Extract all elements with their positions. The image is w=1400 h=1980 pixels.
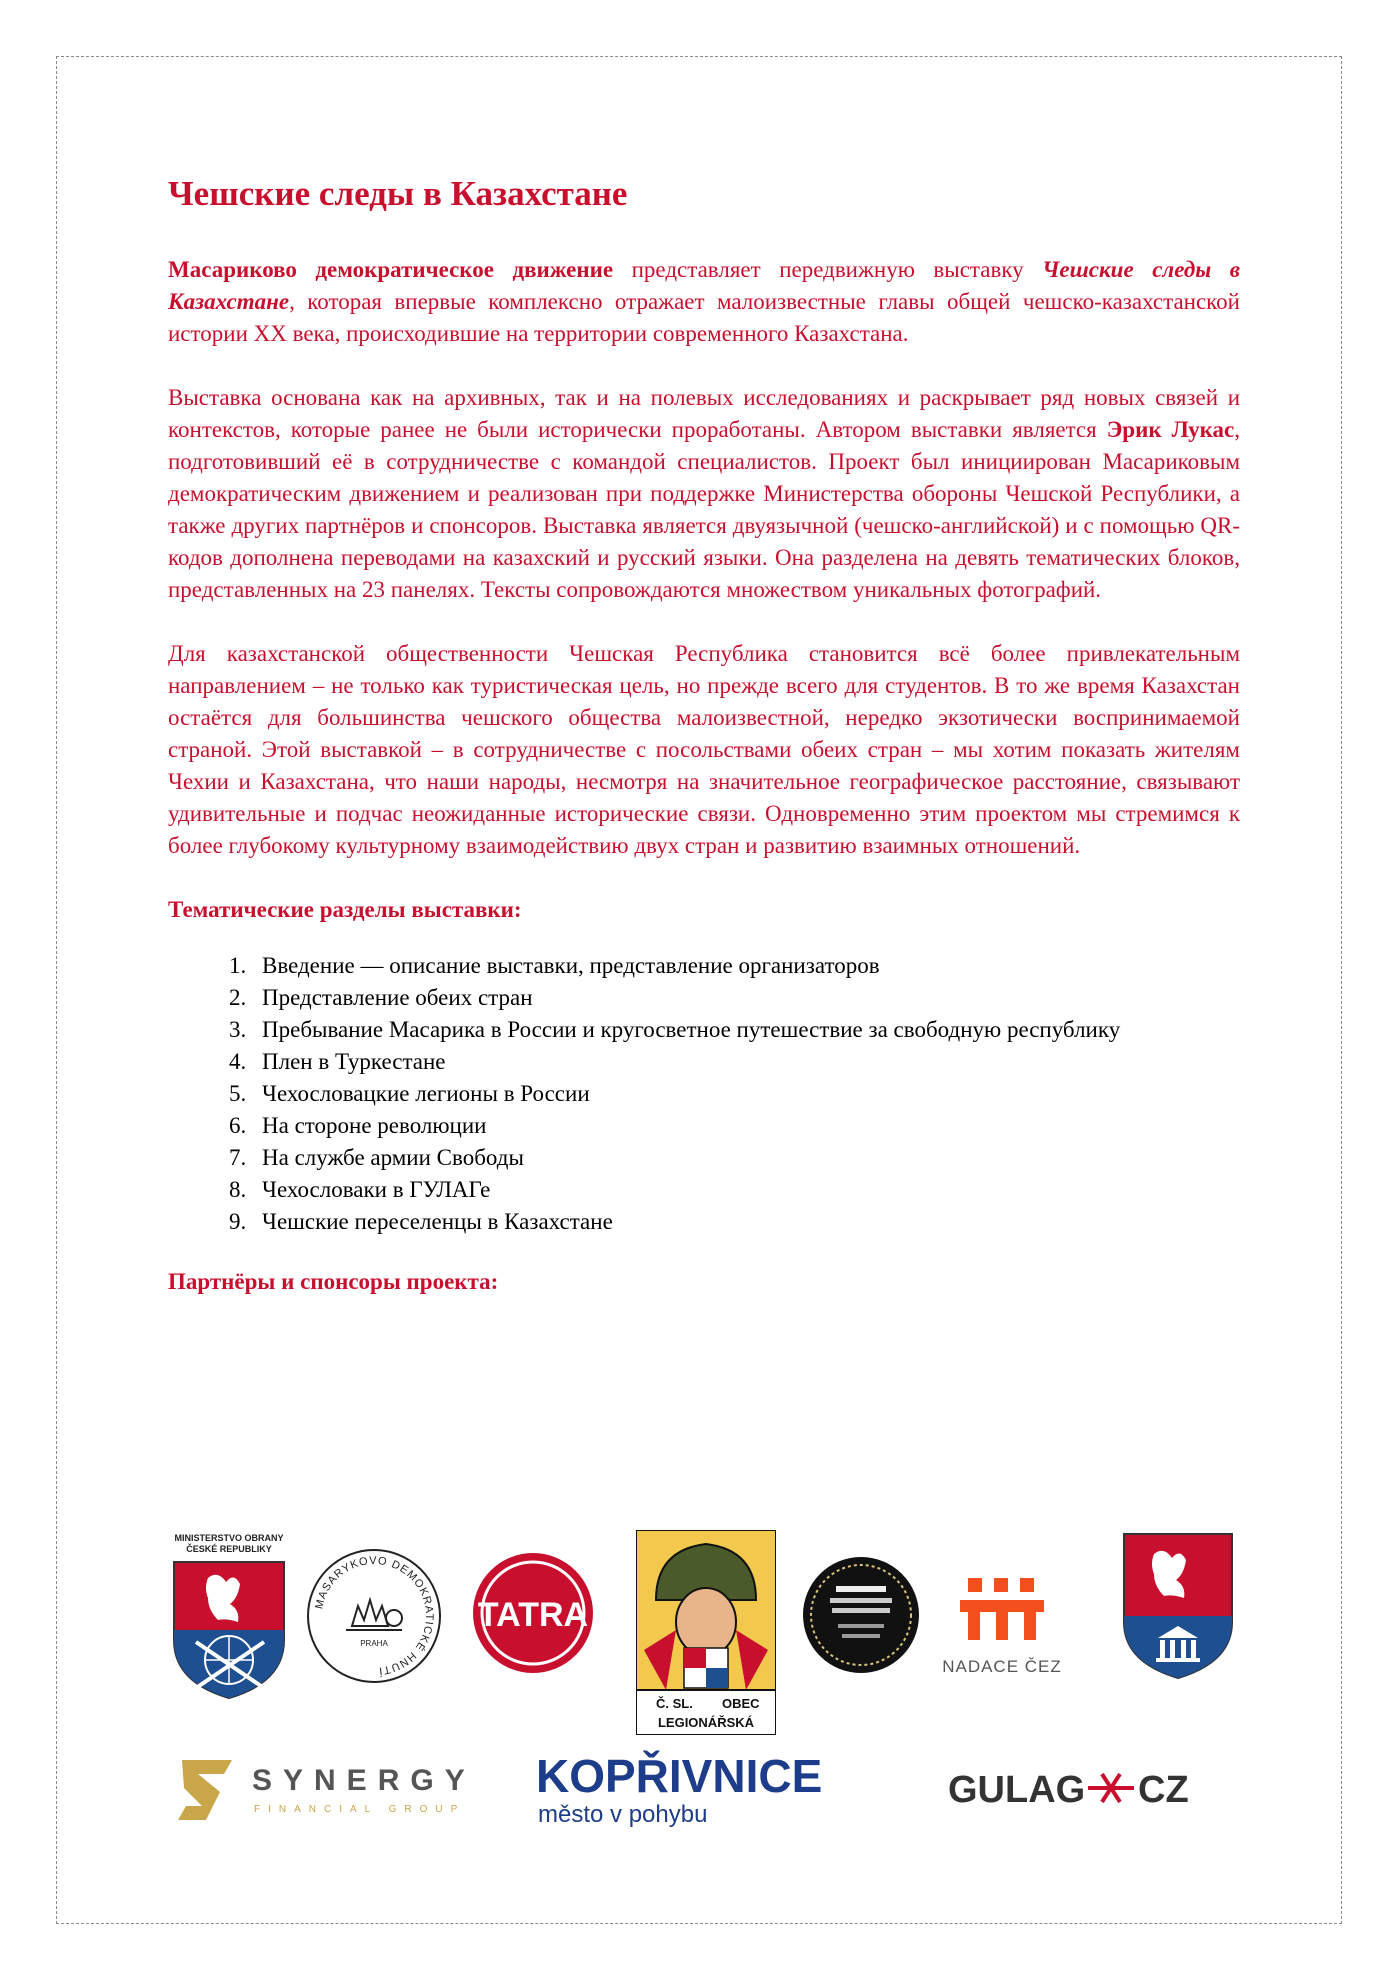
tatra-logo-text: TATRA	[477, 1596, 589, 1634]
themes-heading: Тематические разделы выставки:	[168, 897, 522, 922]
partner-logos-row-1	[168, 1530, 1248, 1735]
legion-logo-line-3: LEGIONÁŘSKÁ	[657, 1715, 755, 1730]
goals-paragraph: Для казахстанской общественности Чешская Республика становится всё более привлекательным направлением – не только как туристическая цель, но прежде всего для студентов. В то же время Казахстан остаётся для большинства чешского общества малоизвестной, нередко экзотически воспринимаемой страной. Этой выставкой – в сотрудничестве с посольствами обеих стран – мы хотим показать жителям Чехии и Казахстана, что наши народы, несмотря на значительное географическое расстояние, связывают удивительные и подчас неожиданные исторические связи. Одновременно этим проектом мы стремимся к более глубокому культурному взаимодействию двух стран и развитию взаимных отношений.	[168, 641, 1240, 858]
legion-logo-line-1: Č. SL.	[656, 1696, 693, 1711]
list-item: 5. Чехословацкие легионы в России	[252, 1078, 1240, 1110]
description-text-2: , подготовивший её в сотрудничестве с командой специалистов. Проект был инициирован Масариковым демократическим движением и реализован при поддержке Министерства обороны Чешской Республики, а также других партнёров и спонсоров. Выставка является двуязычной (чешско-английской) и с помощью QR-кодов дополнена переводами на казахский и русский языки. Она разделена на девять тематических блоков, представленных на 23 панелях. Тексты сопровождаются множеством уникальных фотографий.	[168, 417, 1240, 602]
description-paragraph	[168, 382, 1240, 606]
synergy-logo-sub: FINANCIAL GROUP	[254, 1804, 466, 1815]
exhibit-name: Чешские следы в Казахстане	[168, 257, 1241, 314]
cez-logo-text: NADACE ČEZ	[942, 1657, 1062, 1676]
author-name: Эрик Лукас	[1106, 417, 1235, 442]
ministry-logo-line-2: ČESKÉ REPUBLIKY	[186, 1544, 272, 1554]
list-item: 3. Пребывание Масарика в России и кругосветное путешествие за свободную республику	[252, 1014, 1240, 1046]
list-item: 4. Плен в Туркестане	[252, 1046, 1240, 1078]
koprivnice-city-logo	[536, 1748, 876, 1830]
gulag-cz-logo	[948, 1758, 1248, 1818]
gulag-logo-right: CZ	[1138, 1769, 1189, 1811]
list-item: 6. На стороне революции	[252, 1110, 1240, 1142]
list-item: 9. Чешские переселенцы в Казахстане	[252, 1206, 1240, 1238]
intro-text-2: , которая впервые комплексно отражает малоизвестные главы общей чешско-казахстанской истории XX века, происходившие на территории современного Казахстана.	[168, 289, 1240, 346]
list-item: 7. На службе армии Свободы	[252, 1142, 1240, 1174]
ministry-of-defence-logo	[168, 1530, 290, 1700]
list-item: 2. Представление обеих стран	[252, 982, 1240, 1014]
document-body	[168, 172, 1240, 1322]
synergy-logo-name: SYNERGY	[252, 1764, 476, 1797]
tatra-logo	[472, 1552, 594, 1674]
koprivnice-logo-name: KOPŘIVNICE	[536, 1750, 823, 1802]
synergy-logo	[176, 1748, 496, 1828]
partners-heading: Партнёры и спонсоры проекта:	[168, 1269, 499, 1294]
intro-text-1: представляет передвижную выставку	[613, 257, 1043, 282]
partner-logos-row-2	[168, 1748, 1248, 1830]
round-seal-logo	[802, 1556, 920, 1674]
org-name: Масариково демократическое движение	[168, 257, 614, 282]
list-item: 8. Чехословаки в ГУЛАГе	[252, 1174, 1240, 1206]
intro-paragraph	[168, 254, 1240, 350]
gulag-logo-left: GULAG	[948, 1769, 1086, 1811]
koprivnice-coat-of-arms	[1120, 1530, 1236, 1680]
masaryk-city-text: PRAHA	[360, 1639, 388, 1648]
ministry-logo-line-1: MINISTERSTVO OBRANY	[174, 1533, 284, 1543]
nadace-cez-logo	[942, 1574, 1062, 1684]
masaryk-ring-text: MASARYKOVO DEMOKRATICKÉ HNUTÍ	[313, 1554, 436, 1677]
koprivnice-logo-sub: město v pohybu	[538, 1801, 708, 1828]
description-text-1: Выставка основана как на архивных, так и на полевых исследованиях и раскрывает ряд новых связей и контекстов, которые ранее не были исторически проработаны. Автором выставки является	[168, 385, 1240, 442]
masaryk-movement-logo	[306, 1548, 442, 1684]
themes-list	[168, 950, 1240, 1238]
list-item: 1. Введение — описание выставки, представление организаторов	[252, 950, 1240, 982]
page-title: Чешские следы в Казахстане	[168, 174, 628, 213]
legion-logo-line-2: OBEC	[722, 1696, 760, 1711]
legion-association-logo	[636, 1530, 776, 1735]
